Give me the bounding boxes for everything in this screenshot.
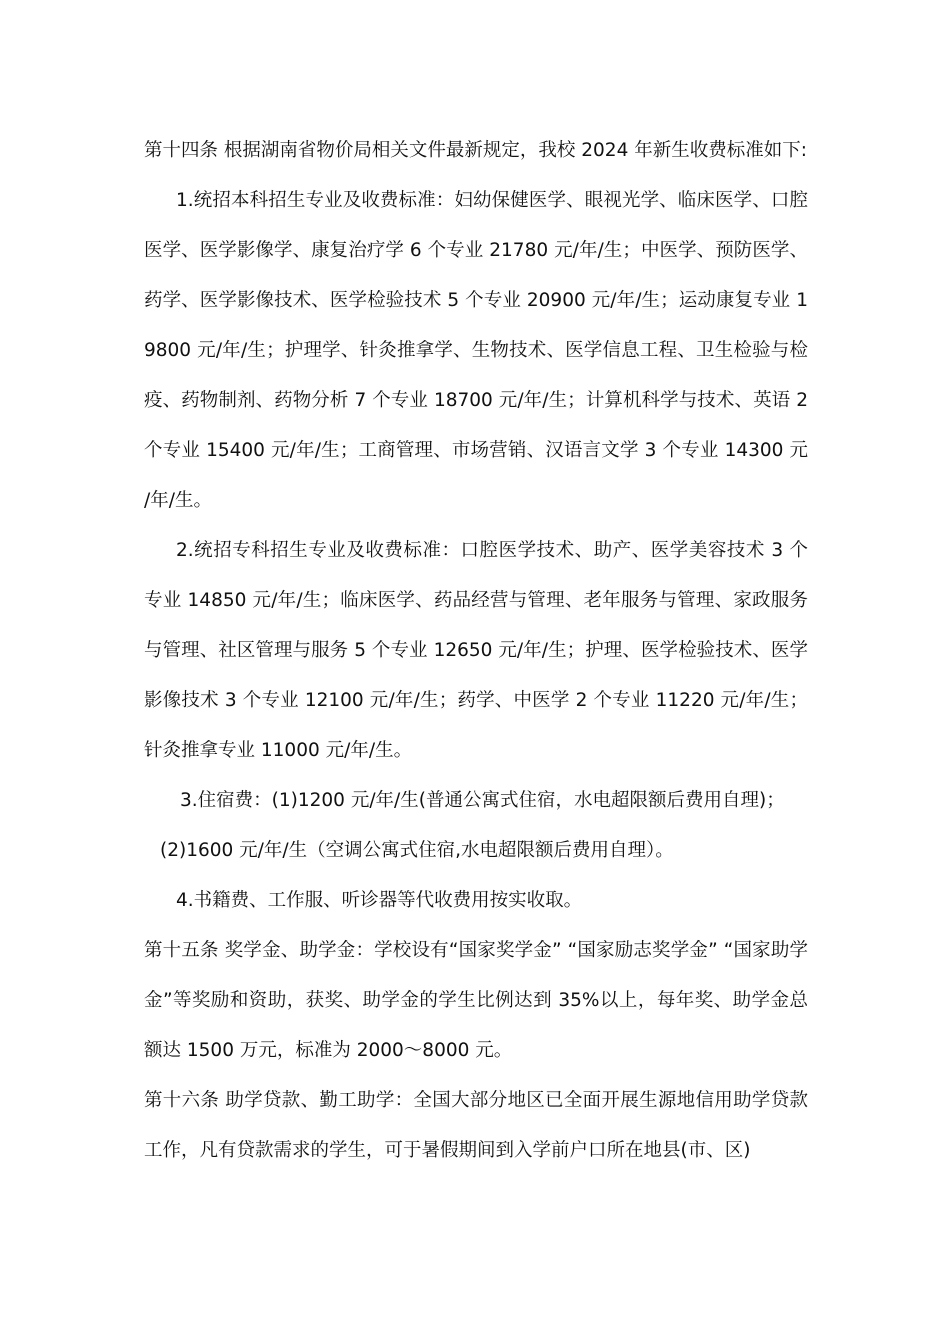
article-14-item-3-accommodation-line-2: (2)1600 元/年/生（空调公寓式住宿,水电超限额后费用自理）。 xyxy=(160,840,674,861)
article-15-scholarships: 第十五条 奖学金、助学金：学校设有“国家奖学金” “国家励志奖学金” “国家助学金”等奖励和资助，获奖、助学金的学生比例达到 35%以上，每年奖、助学金总额达 1500 万元，标准为 2000～8000 元。 xyxy=(144,940,808,1061)
document-body xyxy=(144,126,808,1176)
article-16-student-loans: 第十六条 助学贷款、勤工助学：全国大部分地区已全面开展生源地信用助学贷款工作，凡有贷款需求的学生，可于暑假期间到入学前户口所在地县(市、区) xyxy=(144,1090,808,1161)
article-14-item-4-books-fees: 4.书籍费、工作服、听诊器等代收费用按实收取。 xyxy=(176,890,583,911)
article-14-item-3-accommodation-line-1: 3.住宿费：(1)1200 元/年/生(普通公寓式住宿，水电超限额后费用自理)； xyxy=(180,790,785,811)
article-14-item-1-undergraduate-fees: 1.统招本科招生专业及收费标准：妇幼保健医学、眼视光学、临床医学、口腔医学、医学影像学、康复治疗学 6 个专业 21780 元/年/生；中医学、预防医学、药学、医学影像技术、医学检验技术 5 个专业 20900 元/年/生；运动康复专业 19800 元/年/生；护理学、针灸推拿学、生物技术、医学信息工程、卫生检验与检疫、药物制剂、药物分析 7 个专业 18700 元/年/生；计算机科学与技术、英语 2 个专业 15400 元/年/生；工商管理、市场营销、汉语言文学 3 个专业 14300 元/年/生。 xyxy=(144,190,808,511)
article-14-intro: 第十四条 根据湖南省物价局相关文件最新规定，我校 2024 年新生收费标准如下: xyxy=(144,140,807,161)
article-14-item-2-college-fees: 2.统招专科招生专业及收费标准：口腔医学技术、助产、医学美容技术 3 个专业 14850 元/年/生；临床医学、药品经营与管理、老年服务与管理、家政服务与管理、社区管理与服务 5 个专业 12650 元/年/生；护理、医学检验技术、医学影像技术 3 个专业 12100 元/年/生；药学、中医学 2 个专业 11220 元/年/生；针灸推拿专业 11000 元/年/生。 xyxy=(144,540,808,761)
